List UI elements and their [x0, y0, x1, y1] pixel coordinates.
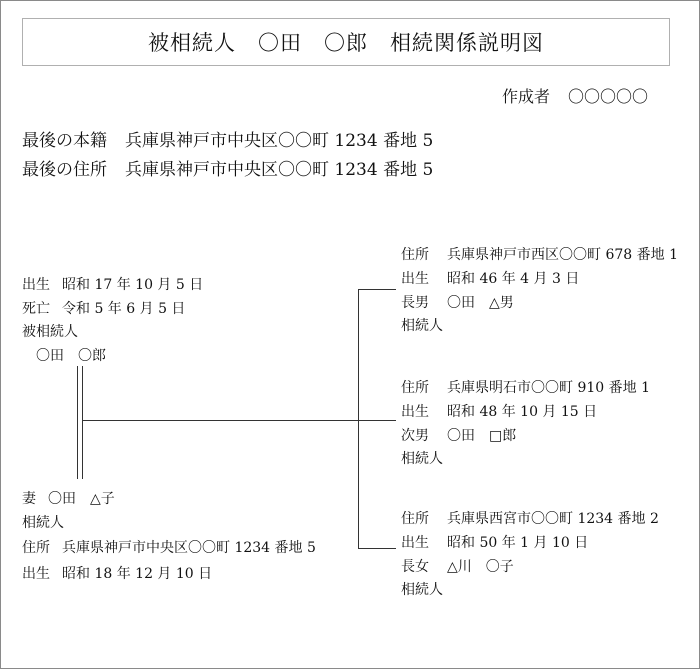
deceased-death-label: 死亡: [22, 301, 50, 317]
child1-address-value: 兵庫県神戸市西区〇〇町 678 番地 1: [447, 247, 678, 263]
child2-address-label: 住所: [401, 380, 429, 396]
child2-branch: [358, 420, 396, 421]
child2-address-value: 兵庫県明石市〇〇町 910 番地 1: [447, 380, 650, 396]
author-line: [502, 84, 648, 107]
author-name: 〇〇〇〇〇: [568, 87, 649, 106]
child1-relation: 長男: [401, 295, 429, 311]
child3-role: 相続人: [401, 582, 443, 598]
spouse-address-value: 兵庫県神戸市中央区〇〇町 1234 番地 5: [62, 540, 316, 556]
deceased-role: 被相続人: [22, 324, 78, 340]
last-domicile-label: 最後の本籍: [22, 131, 107, 151]
child3-address-value: 兵庫県西宮市〇〇町 1234 番地 2: [447, 511, 659, 527]
author-label: 作成者: [502, 87, 551, 106]
last-address-label: 最後の住所: [22, 160, 107, 180]
child2-name: 〇田 □郎: [447, 428, 517, 444]
child1-name: 〇田 △男: [447, 295, 514, 311]
spouse-birth-label: 出生: [22, 566, 50, 582]
deceased-birth-label: 出生: [22, 277, 50, 293]
child2-birth: [401, 401, 597, 421]
descendant-line: [83, 420, 359, 421]
child1-role: 相続人: [401, 318, 443, 334]
last-domicile-line: [22, 126, 433, 151]
child3-birth-label: 出生: [401, 535, 429, 551]
deceased-birth-date: 昭和 17 年 10 月 5 日: [62, 277, 204, 293]
child3-birth: [401, 532, 588, 552]
child1-address: [401, 244, 678, 264]
spouse-name-line: [22, 488, 115, 508]
last-address-value: 兵庫県神戸市中央区〇〇町 1234 番地 5: [125, 160, 434, 180]
child1-birth-date: 昭和 46 年 4 月 3 日: [447, 271, 580, 287]
marriage-line-left: [77, 366, 78, 479]
child2-name-line: [401, 425, 516, 445]
child1-branch: [358, 289, 396, 290]
spouse-birth-date: 昭和 18 年 12 月 10 日: [62, 566, 213, 582]
deceased-name: 〇田 〇郎: [36, 348, 106, 364]
spouse-name: 〇田 △子: [48, 491, 115, 507]
spouse-relation: 妻: [22, 491, 36, 507]
child1-birth: [401, 268, 579, 288]
deceased-birth: [22, 274, 203, 294]
child3-name: △川 〇子: [447, 559, 514, 575]
child2-address: [401, 377, 650, 397]
child3-branch: [358, 548, 396, 549]
child2-birth-label: 出生: [401, 404, 429, 420]
children-bracket: [358, 289, 359, 549]
spouse-birth: [22, 563, 212, 583]
last-address-line: [22, 155, 433, 180]
last-domicile-value: 兵庫県神戸市中央区〇〇町 1234 番地 5: [125, 131, 434, 151]
deceased-death: [22, 298, 185, 318]
spouse-address: [22, 537, 316, 557]
child1-birth-label: 出生: [401, 271, 429, 287]
child2-role: 相続人: [401, 451, 443, 467]
child3-name-line: [401, 556, 514, 576]
spouse-address-label: 住所: [22, 540, 50, 556]
deceased-death-date: 令和 5 年 6 月 5 日: [62, 301, 186, 317]
child3-relation: 長女: [401, 559, 429, 575]
child3-address: [401, 508, 659, 528]
child2-relation: 次男: [401, 428, 429, 444]
document-title: 被相続人 〇田 〇郎 相続関係説明図: [22, 18, 670, 66]
child3-birth-date: 昭和 50 年 1 月 10 日: [447, 535, 589, 551]
child1-name-line: [401, 292, 514, 312]
child1-address-label: 住所: [401, 247, 429, 263]
child3-address-label: 住所: [401, 511, 429, 527]
marriage-line-right: [82, 366, 83, 479]
child2-birth-date: 昭和 48 年 10 月 15 日: [447, 404, 598, 420]
spouse-role: 相続人: [22, 515, 64, 531]
